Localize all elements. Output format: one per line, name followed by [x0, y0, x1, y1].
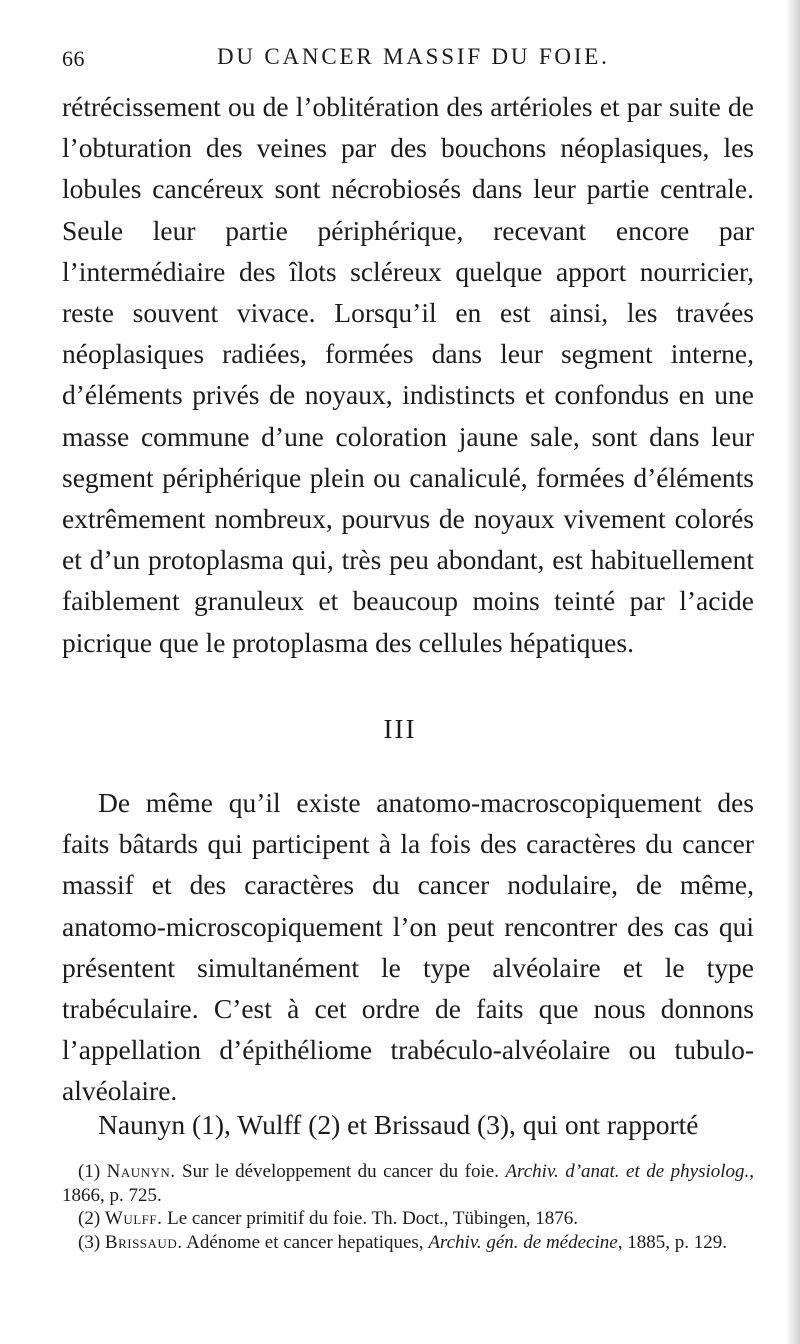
footnote-marker: (3) [78, 1231, 101, 1253]
footnotes [62, 1160, 754, 1254]
footnote-tail: , 1885, p. 129. [617, 1231, 727, 1253]
paragraph-3: Naunyn (1), Wulff (2) et Brissaud (3), qui ont rapporté [98, 1109, 699, 1140]
section-heading: III [383, 714, 417, 744]
footnote-journal: Archiv. gén. de médecine [428, 1231, 618, 1253]
footnote-2 [62, 1207, 754, 1231]
footnote-text: Sur le développement du cancer du foie. [182, 1161, 499, 1182]
page-edge-shadow [786, 0, 800, 1344]
footnote-1 [62, 1160, 754, 1207]
page-header [62, 40, 762, 74]
footnote-author: Wulff. [104, 1208, 163, 1229]
footnote-marker: (1) [78, 1161, 101, 1182]
page-number: 66 [62, 46, 85, 71]
footnote-text: Adénome et cancer hepatiques, [186, 1231, 424, 1253]
footnote-3 [62, 1231, 754, 1255]
footnote-marker: (2) [78, 1208, 101, 1229]
footnote-author: Brissaud. [104, 1231, 183, 1253]
footnote-journal: Archiv. d’anat. et de physiolog. [505, 1161, 750, 1182]
footnote-tail: , 1866, p. 725. [62, 1161, 755, 1206]
paragraph-1: rétrécissement ou de l’oblitération des artérioles et par suite de l’obturation des veines par des bouchons néoplasiques, les lobules cancéreux sont nécrobiosés dans leur partie centrale. Seule leur partie périphérique, recevant encore par l’intermédiaire des îlots scléreux quelque apport nourricier, reste souvent vivace. Lorsqu’il en est ainsi, les travées néoplasiques radiées, formées dans leur segment interne, d’éléments privés de noyaux, indistincts et confondus en une masse commune d’une coloration jaune sale, sont dans leur segment périphérique plein ou canaliculé, formées d’éléments extrêmement nombreux, pourvus de noyaux vivement colorés et d’un protoplasma qui, très peu abondant, est habituellement faiblement granuleux et beaucoup moins teinté par l’acide picrique que le protoplasma des cellules hépatiques. [62, 91, 754, 658]
footnote-text: Le cancer primitif du foie. Th. Doct., Tübingen, 1876. [167, 1208, 578, 1229]
running-title: DU CANCER MASSIF DU FOIE. [217, 44, 610, 69]
paragraph-2: De même qu’il existe anatomo-macroscopiquement des faits bâtards qui participent à la fois des caractères du cancer massif et des caractères du cancer nodulaire, de même, anatomo-microscopiquement l’on peut rencontrer des cas qui présentent simultanément le type alvéolaire et le type trabéculaire. C’est à cet ordre de faits que nous donnons l’appellation d’épithéliome trabéculo-alvéolaire ou tubulo-alvéolaire. [62, 787, 754, 1107]
footnote-author: Naunyn. [106, 1161, 176, 1182]
